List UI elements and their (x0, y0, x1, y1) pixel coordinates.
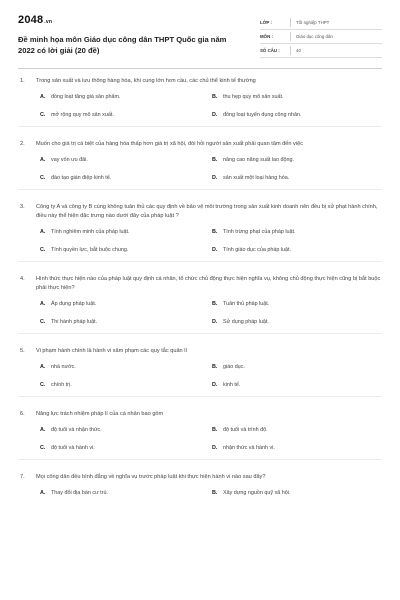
answer-option[interactable] (40, 174, 212, 182)
option-text: Xây dựng nguồn quỹ xã hội. (223, 490, 291, 496)
answer-option[interactable] (40, 426, 212, 434)
option-letter: C. (40, 319, 46, 325)
meta-separator (290, 46, 291, 55)
option-text: thu hẹp quy mô sản xuất. (223, 94, 284, 100)
option-letter: B. (212, 364, 218, 370)
question-item (18, 275, 382, 340)
document-title: Đề minh họa môn Giáo dục công dân THPT Quốc gia năm 2022 có lời giải (20 đề) (18, 35, 227, 55)
option-letter: A. (40, 229, 46, 235)
question-divider (18, 126, 382, 127)
option-letter: A. (40, 94, 46, 100)
option-text: giáo dục. (223, 364, 245, 370)
option-text: Tính nghiêm minh của pháp luật. (51, 229, 130, 235)
option-letter: A. (40, 157, 46, 163)
question-stem (18, 473, 382, 482)
answer-option[interactable] (212, 363, 372, 371)
question-item (18, 410, 382, 466)
answer-option[interactable] (40, 444, 212, 452)
question-text: Muốn cho giá trị cá biệt của hàng hóa thấp hơn giá trị xã hội, đòi hỏi người sản xuất phải quan tâm đến việc (36, 141, 304, 147)
option-text: Tuân thủ pháp luật. (223, 301, 270, 307)
option-letter: D. (212, 382, 218, 388)
header-left (18, 14, 238, 56)
meta-separator (290, 18, 291, 27)
answer-option[interactable] (212, 228, 372, 236)
answer-options (40, 363, 382, 389)
answer-option[interactable] (212, 444, 372, 452)
option-text: nâng cao năng suất lao động. (223, 157, 295, 163)
question-stem (18, 275, 382, 293)
question-divider (18, 333, 382, 334)
option-letter: C. (40, 382, 46, 388)
option-text: độ tuổi và trình độ. (223, 427, 268, 433)
answer-options (40, 426, 382, 452)
answer-option[interactable] (212, 156, 372, 164)
meta-table (260, 16, 382, 58)
logo-text: 2048 (18, 14, 44, 26)
header-divider (18, 68, 382, 69)
option-letter: C. (40, 175, 46, 181)
option-text: độ tuổi và hành vi. (51, 445, 95, 451)
question-number: 2. (20, 141, 25, 147)
option-letter: A. (40, 364, 46, 370)
logo-domain: .vn (44, 19, 53, 25)
option-letter: D. (212, 445, 218, 451)
question-stem (18, 410, 382, 419)
question-item (18, 203, 382, 268)
answer-option[interactable] (212, 300, 372, 308)
meta-value: Tốt nghiệp THPT (296, 20, 330, 25)
answer-option[interactable] (40, 381, 212, 389)
option-text: độ tuổi và nhận thức. (51, 427, 102, 433)
question-number: 6. (20, 411, 25, 417)
question-stem (18, 140, 382, 149)
question-item (18, 473, 382, 503)
option-text: đồng loạt tuyển dụng công nhân. (223, 112, 302, 118)
answer-option[interactable] (212, 174, 372, 182)
option-text: Thay đổi địa bàn cư trú. (51, 490, 108, 496)
question-text: Công ty A và công ty B cùng không tuân thủ các quy định về bảo vệ môi trường trong sản xuất kinh doanh nên đều bị xử phạt hành chính, điều này thể hiện đặc trưng nào dưới đây của pháp luật ? (36, 204, 378, 219)
option-letter: A. (40, 427, 46, 433)
answer-option[interactable] (40, 300, 212, 308)
option-letter: B. (212, 157, 218, 163)
meta-value: Giáo dục công dân (296, 34, 333, 39)
question-item (18, 77, 382, 133)
option-letter: B. (212, 301, 218, 307)
question-text: Năng lực trách nhiệm pháp lí của cá nhân bao gồm (36, 411, 164, 417)
header (18, 14, 382, 58)
question-divider (18, 396, 382, 397)
question-number: 3. (20, 204, 25, 210)
option-letter: B. (212, 94, 218, 100)
question-item (18, 347, 382, 403)
answer-option[interactable] (212, 246, 372, 254)
meta-row-count (260, 44, 382, 58)
answer-options (40, 489, 382, 497)
meta-row-subject (260, 30, 382, 44)
answer-option[interactable] (212, 489, 372, 497)
option-text: vay vốn ưu đãi. (51, 157, 88, 163)
answer-option[interactable] (212, 111, 372, 119)
question-divider (18, 189, 382, 190)
option-text: Tính quyền lực, bắt buộc chung. (51, 247, 129, 253)
answer-option[interactable] (40, 246, 212, 254)
option-text: nhà nước. (51, 364, 76, 370)
question-number: 4. (20, 276, 25, 282)
answer-options (40, 228, 382, 254)
option-letter: C. (40, 445, 46, 451)
option-text: mở rộng quy mô sản xuất. (51, 112, 114, 118)
answer-option[interactable] (40, 111, 212, 119)
option-letter: A. (40, 301, 46, 307)
question-item (18, 140, 382, 196)
meta-row-grade (260, 16, 382, 30)
question-text: Vi phạm hành chính là hành vi xâm phạm các quy tắc quản lí (36, 348, 188, 354)
question-stem (18, 347, 382, 356)
answer-option[interactable] (40, 156, 212, 164)
option-text: Sử dụng pháp luật. (223, 319, 269, 325)
meta-separator (290, 32, 291, 41)
question-number: 7. (20, 474, 25, 480)
question-divider (18, 261, 382, 262)
option-text: Tính trừng phạt của pháp luật. (223, 229, 296, 235)
answer-option[interactable] (40, 489, 212, 497)
question-text: Mọi công dân đều bình đẳng về nghĩa vụ trước pháp luật khi thực hiện hành vi nào sau đây? (36, 474, 266, 480)
option-text: chính trị. (51, 382, 72, 388)
answer-option[interactable] (212, 93, 372, 101)
option-letter: D. (212, 175, 218, 181)
answer-option[interactable] (212, 318, 372, 326)
option-letter: D. (212, 247, 218, 253)
answer-option[interactable] (40, 318, 212, 326)
option-text: nhận thức và hành vi. (223, 445, 275, 451)
answer-option[interactable] (212, 426, 372, 434)
answer-options (40, 93, 382, 119)
question-stem (18, 77, 382, 86)
meta-label: SỐ CÂU : (260, 48, 280, 53)
question-divider (18, 459, 382, 460)
option-text: đào tạo gián điệp kinh tế. (51, 175, 112, 181)
answer-option[interactable] (212, 381, 372, 389)
question-text: Hình thức thực hiện nào của pháp luật quy định cá nhân, tổ chức chủ động thực hiện nghĩa vụ, không chủ động thực hiện cũng bị bắt buộc phải thực hiện? (36, 276, 381, 291)
question-list (18, 77, 382, 503)
meta-label: MÔN : (260, 34, 273, 39)
option-text: Áp dụng pháp luật. (51, 301, 97, 307)
option-letter: A. (40, 490, 46, 496)
site-logo[interactable] (18, 14, 238, 28)
option-text: sản xuất một loại hàng hóa. (223, 175, 290, 181)
option-text: đồng loạt tăng giá sản phẩm. (51, 94, 121, 100)
question-stem (18, 203, 382, 221)
question-text: Trong sản xuất và lưu thông hàng hóa, khi cung lớn hơn cầu, các chủ thể kinh tế thường (36, 78, 256, 84)
answer-option[interactable] (40, 363, 212, 371)
option-letter: B. (212, 229, 218, 235)
answer-options (40, 156, 382, 182)
question-number: 1. (20, 78, 25, 84)
option-letter: C. (40, 247, 46, 253)
option-letter: C. (40, 112, 46, 118)
option-text: Tính giáo dục của pháp luật. (223, 247, 292, 253)
question-number: 5. (20, 348, 25, 354)
answer-option[interactable] (40, 228, 212, 236)
option-letter: B. (212, 490, 218, 496)
option-letter: B. (212, 427, 218, 433)
answer-options (40, 300, 382, 326)
meta-value: 40 (296, 48, 301, 53)
option-letter: D. (212, 319, 218, 325)
answer-option[interactable] (40, 93, 212, 101)
option-letter: D. (212, 112, 218, 118)
option-text: Thi hành pháp luật. (51, 319, 98, 325)
option-text: kinh tế. (223, 382, 241, 388)
meta-label: LỚP : (260, 20, 272, 25)
